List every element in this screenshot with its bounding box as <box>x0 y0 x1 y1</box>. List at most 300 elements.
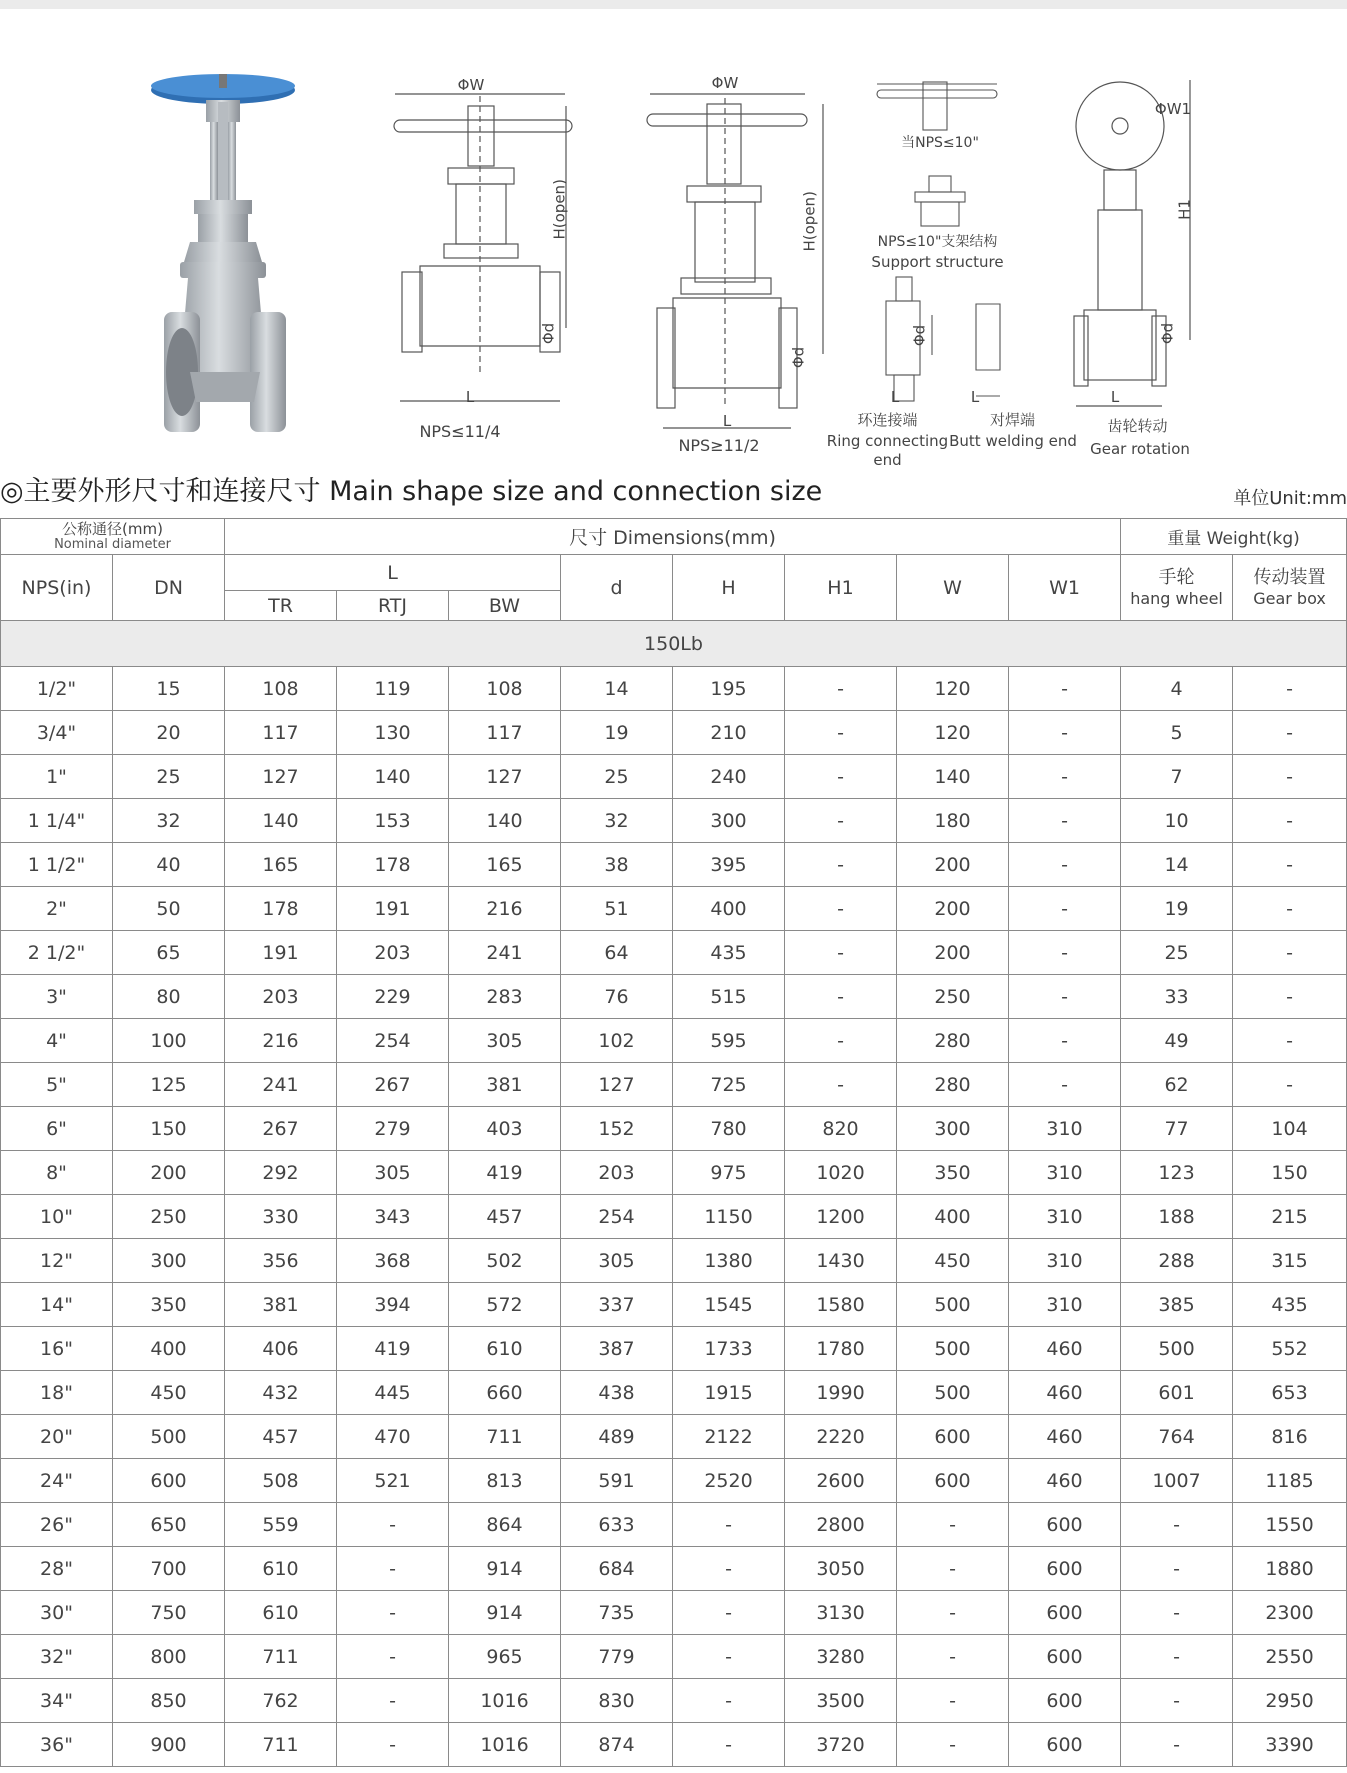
header-rtj: RTJ <box>337 591 449 621</box>
table-cell: 1430 <box>785 1239 897 1283</box>
table-cell: 2 1/2" <box>1 931 113 975</box>
table-cell: 419 <box>337 1327 449 1371</box>
header-nps: NPS(in) <box>1 555 113 621</box>
table-cell: 762 <box>225 1679 337 1723</box>
table-cell: 445 <box>337 1371 449 1415</box>
table-cell: 1380 <box>673 1239 785 1283</box>
table-cell: 267 <box>225 1107 337 1151</box>
table-cell: 2" <box>1 887 113 931</box>
caption-ring-en: Ring connecting end <box>826 432 949 469</box>
table-cell: 178 <box>225 887 337 931</box>
table-cell: - <box>1009 843 1121 887</box>
table-cell: 65 <box>113 931 225 975</box>
caption-butt-cn: 对焊端 <box>989 411 1035 429</box>
unit-label: 单位Unit:mm <box>1233 488 1347 509</box>
table-cell: 3500 <box>785 1679 897 1723</box>
table-cell: 559 <box>225 1503 337 1547</box>
table-cell: 432 <box>225 1371 337 1415</box>
label-l-ring: L <box>890 388 900 406</box>
table-cell: 711 <box>225 1723 337 1767</box>
table-cell: 215 <box>1233 1195 1347 1239</box>
table-cell: 34" <box>1 1679 113 1723</box>
table-cell: 3280 <box>785 1635 897 1679</box>
table-cell: 108 <box>225 667 337 711</box>
table-cell: 864 <box>449 1503 561 1547</box>
table-cell: 315 <box>1233 1239 1347 1283</box>
table-row <box>1 1635 1347 1679</box>
table-row <box>1 1503 1347 1547</box>
table-cell: 830 <box>561 1679 673 1723</box>
table-cell: 600 <box>1009 1503 1121 1547</box>
table-cell: - <box>1233 667 1347 711</box>
table-cell: 1016 <box>449 1723 561 1767</box>
label-d-1: Φd <box>539 322 558 345</box>
table-cell: 684 <box>561 1547 673 1591</box>
table-cell: 7 <box>1121 755 1233 799</box>
table-cell: 633 <box>561 1503 673 1547</box>
table-cell: 310 <box>1009 1283 1121 1327</box>
table-cell: 2520 <box>673 1459 785 1503</box>
table-cell: 216 <box>449 887 561 931</box>
label-h1: H1 <box>1175 199 1194 220</box>
drawing-support-structure <box>905 174 975 230</box>
table-cell: 254 <box>561 1195 673 1239</box>
table-cell: - <box>785 755 897 799</box>
table-cell: 117 <box>225 711 337 755</box>
header-l: L <box>225 555 561 591</box>
table-cell: - <box>673 1547 785 1591</box>
table-cell: 203 <box>561 1151 673 1195</box>
table-cell: 279 <box>337 1107 449 1151</box>
table-cell: - <box>1233 887 1347 931</box>
table-cell: 500 <box>1121 1327 1233 1371</box>
table-cell: 600 <box>113 1459 225 1503</box>
table-cell: 18" <box>1 1371 113 1415</box>
table-body <box>1 667 1347 1767</box>
table-cell: 120 <box>897 711 1009 755</box>
table-cell: 32" <box>1 1635 113 1679</box>
table-cell: - <box>1233 1019 1347 1063</box>
table-cell: - <box>337 1679 449 1723</box>
label-phi-w1: ΦW1 <box>1154 100 1192 118</box>
table-cell: 5" <box>1 1063 113 1107</box>
table-cell: 1150 <box>673 1195 785 1239</box>
table-cell: 180 <box>897 799 1009 843</box>
table-cell: - <box>1009 887 1121 931</box>
table-cell: 350 <box>113 1283 225 1327</box>
table-cell: 80 <box>113 975 225 1019</box>
table-cell: 1 1/4" <box>1 799 113 843</box>
table-row <box>1 1019 1347 1063</box>
table-cell: 150 <box>1233 1151 1347 1195</box>
table-cell: 700 <box>113 1547 225 1591</box>
table-cell: 283 <box>449 975 561 1019</box>
pressure-class-row: 150Lb <box>1 621 1347 667</box>
table-cell: 450 <box>897 1239 1009 1283</box>
table-cell: - <box>1121 1723 1233 1767</box>
label-h-open-2: H(open) <box>800 191 819 252</box>
table-cell: 515 <box>673 975 785 1019</box>
table-cell: 460 <box>1009 1415 1121 1459</box>
table-cell: 102 <box>561 1019 673 1063</box>
dimension-table <box>0 518 1347 1767</box>
table-cell: 108 <box>449 667 561 711</box>
table-cell: 1580 <box>785 1283 897 1327</box>
table-cell: 800 <box>113 1635 225 1679</box>
table-cell: 125 <box>113 1063 225 1107</box>
table-cell: 874 <box>561 1723 673 1767</box>
table-row <box>1 1195 1347 1239</box>
table-cell: 489 <box>561 1415 673 1459</box>
table-cell: 610 <box>449 1327 561 1371</box>
table-cell: 117 <box>449 711 561 755</box>
table-row <box>1 1239 1347 1283</box>
table-cell: 191 <box>225 931 337 975</box>
label-phi-w-1: ΦW <box>457 76 485 94</box>
table-cell: 1016 <box>449 1679 561 1723</box>
header-dn: DN <box>113 555 225 621</box>
table-cell: 470 <box>337 1415 449 1459</box>
table-cell: - <box>897 1635 1009 1679</box>
table-cell: 25 <box>561 755 673 799</box>
table-cell: - <box>785 931 897 975</box>
table-row <box>1 1591 1347 1635</box>
table-cell: 400 <box>113 1327 225 1371</box>
table-cell: 2300 <box>1233 1591 1347 1635</box>
table-cell: 24" <box>1 1459 113 1503</box>
table-cell: 250 <box>113 1195 225 1239</box>
table-cell: - <box>337 1635 449 1679</box>
table-cell: 400 <box>673 887 785 931</box>
drawing-small-bore <box>390 76 580 416</box>
table-cell: 395 <box>673 843 785 887</box>
table-cell: 32 <box>561 799 673 843</box>
label-d-gear: Φd <box>1158 322 1177 345</box>
table-cell: 19 <box>561 711 673 755</box>
table-cell: 419 <box>449 1151 561 1195</box>
table-cell: 816 <box>1233 1415 1347 1459</box>
table-cell: - <box>1233 755 1347 799</box>
label-h-open-1: H(open) <box>550 179 569 240</box>
table-cell: 240 <box>673 755 785 799</box>
caption-ring-cn: 环连接端 <box>857 411 918 429</box>
table-cell: 900 <box>113 1723 225 1767</box>
table-cell: 601 <box>1121 1371 1233 1415</box>
table-cell: 1/2" <box>1 667 113 711</box>
table-cell: 33 <box>1121 975 1233 1019</box>
drawing-butt-end <box>970 300 1010 400</box>
table-cell: 711 <box>225 1635 337 1679</box>
table-cell: 305 <box>337 1151 449 1195</box>
table-cell: - <box>1233 931 1347 975</box>
header-nominal-diameter <box>1 519 225 555</box>
table-cell: 300 <box>113 1239 225 1283</box>
table-cell: 28" <box>1 1547 113 1591</box>
table-cell: 1545 <box>673 1283 785 1327</box>
table-cell: 350 <box>897 1151 1009 1195</box>
table-cell: 241 <box>449 931 561 975</box>
header-weight: 重量 Weight(kg) <box>1121 519 1347 555</box>
header-hand-cn: 手轮 <box>1158 566 1195 588</box>
table-cell: 3" <box>1 975 113 1019</box>
table-cell: 15 <box>113 667 225 711</box>
table-cell: 2220 <box>785 1415 897 1459</box>
table-cell: - <box>785 975 897 1019</box>
table-cell: 502 <box>449 1239 561 1283</box>
table-cell: - <box>673 1723 785 1767</box>
table-cell: 779 <box>561 1635 673 1679</box>
table-cell: 280 <box>897 1063 1009 1107</box>
table-cell: 140 <box>897 755 1009 799</box>
table-cell: 460 <box>1009 1459 1121 1503</box>
table-cell: 5 <box>1121 711 1233 755</box>
table-cell: - <box>785 1063 897 1107</box>
table-cell: 25 <box>113 755 225 799</box>
header-w: W <box>897 555 1009 621</box>
table-cell: 600 <box>1009 1679 1121 1723</box>
table-cell: 165 <box>225 843 337 887</box>
table-cell: 438 <box>561 1371 673 1415</box>
table-cell: 1780 <box>785 1327 897 1371</box>
table-cell: - <box>897 1591 1009 1635</box>
table-cell: 165 <box>449 843 561 887</box>
table-cell: - <box>785 843 897 887</box>
table-cell: 30" <box>1 1591 113 1635</box>
table-cell: 188 <box>1121 1195 1233 1239</box>
table-cell: 300 <box>673 799 785 843</box>
table-cell: 500 <box>897 1327 1009 1371</box>
table-cell: 8" <box>1 1151 113 1195</box>
table-cell: 3050 <box>785 1547 897 1591</box>
table-cell: 1200 <box>785 1195 897 1239</box>
table-cell: - <box>1233 799 1347 843</box>
table-cell: 394 <box>337 1283 449 1327</box>
table-cell: 140 <box>225 799 337 843</box>
table-cell: 104 <box>1233 1107 1347 1151</box>
table-cell: 381 <box>449 1063 561 1107</box>
caption-gear-cn: 齿轮转动 <box>1107 417 1168 435</box>
table-cell: 965 <box>449 1635 561 1679</box>
table-cell: - <box>785 711 897 755</box>
table-cell: 660 <box>449 1371 561 1415</box>
label-l-gear: L <box>1110 388 1120 406</box>
top-bar <box>0 0 1347 9</box>
table-cell: 711 <box>449 1415 561 1459</box>
table-cell: 120 <box>897 667 1009 711</box>
table-cell: 600 <box>1009 1723 1121 1767</box>
table-cell: 300 <box>897 1107 1009 1151</box>
table-row <box>1 843 1347 887</box>
table-cell: 130 <box>337 711 449 755</box>
table-cell: 229 <box>337 975 449 1019</box>
table-cell: - <box>1121 1635 1233 1679</box>
table-cell: 406 <box>225 1327 337 1371</box>
label-d-ring: Φd <box>910 324 929 347</box>
table-cell: 610 <box>225 1547 337 1591</box>
table-cell: - <box>785 887 897 931</box>
table-cell: 127 <box>225 755 337 799</box>
label-d-2: Φd <box>789 346 808 369</box>
table-cell: 292 <box>225 1151 337 1195</box>
table-cell: 140 <box>449 799 561 843</box>
table-cell: 385 <box>1121 1283 1233 1327</box>
table-cell: 600 <box>1009 1591 1121 1635</box>
table-cell: 3390 <box>1233 1723 1347 1767</box>
table-cell: - <box>1009 755 1121 799</box>
table-cell: 40 <box>113 843 225 887</box>
table-row <box>1 1547 1347 1591</box>
table-cell: 49 <box>1121 1019 1233 1063</box>
table-cell: 600 <box>897 1459 1009 1503</box>
table-cell: 191 <box>337 887 449 931</box>
table-cell: 610 <box>225 1591 337 1635</box>
header-hand-en: hang wheel <box>1130 588 1223 608</box>
caption-support-cn: NPS≤10"支架结构 <box>877 234 998 250</box>
table-cell: 1" <box>1 755 113 799</box>
table-cell: 1550 <box>1233 1503 1347 1547</box>
table-cell: 3720 <box>785 1723 897 1767</box>
table-cell: 200 <box>897 843 1009 887</box>
table-cell: 51 <box>561 887 673 931</box>
header-bw: BW <box>449 591 561 621</box>
header-w1: W1 <box>1009 555 1121 621</box>
table-cell: 50 <box>113 887 225 931</box>
table-cell: 14 <box>1121 843 1233 887</box>
header-hand-wheel <box>1121 555 1233 621</box>
table-cell: 200 <box>897 931 1009 975</box>
table-cell: 508 <box>225 1459 337 1503</box>
table-cell: - <box>1009 711 1121 755</box>
table-row <box>1 1459 1347 1503</box>
gate-valve-photo <box>150 72 310 447</box>
table-cell: 460 <box>1009 1327 1121 1371</box>
label-l-1: L <box>465 388 475 406</box>
table-cell: 16" <box>1 1327 113 1371</box>
table-cell: - <box>1121 1591 1233 1635</box>
table-cell: 764 <box>1121 1415 1233 1459</box>
table-cell: - <box>1121 1547 1233 1591</box>
drawing-handwheel <box>875 78 1000 133</box>
table-cell: - <box>1009 667 1121 711</box>
table-cell: 77 <box>1121 1107 1233 1151</box>
table-cell: 152 <box>561 1107 673 1151</box>
table-cell: - <box>897 1547 1009 1591</box>
caption-handwheel: 当NPS≤10" <box>901 135 979 151</box>
caption-large-bore: NPS≥11/2 <box>678 436 760 455</box>
table-cell: 735 <box>561 1591 673 1635</box>
table-cell: - <box>673 1635 785 1679</box>
table-row <box>1 799 1347 843</box>
table-row <box>1 667 1347 711</box>
table-cell: 4" <box>1 1019 113 1063</box>
table-cell: 200 <box>113 1151 225 1195</box>
table-cell: 38 <box>561 843 673 887</box>
table-cell: 435 <box>673 931 785 975</box>
header-nominal-cn: 公称通径(mm) <box>62 520 163 538</box>
table-cell: 119 <box>337 667 449 711</box>
table-cell: 12" <box>1 1239 113 1283</box>
table-cell: 725 <box>673 1063 785 1107</box>
table-cell: 1007 <box>1121 1459 1233 1503</box>
table-cell: - <box>337 1503 449 1547</box>
table-cell: 210 <box>673 711 785 755</box>
table-cell: 310 <box>1009 1239 1121 1283</box>
table-cell: 600 <box>1009 1547 1121 1591</box>
table-cell: 975 <box>673 1151 785 1195</box>
table-cell: - <box>1233 1063 1347 1107</box>
table-cell: - <box>1009 931 1121 975</box>
table-row <box>1 1371 1347 1415</box>
header-dimensions: 尺寸 Dimensions(mm) <box>225 519 1121 555</box>
table-cell: 153 <box>337 799 449 843</box>
header-gear-en: Gear box <box>1253 588 1326 608</box>
label-phi-w-2: ΦW <box>711 74 739 92</box>
table-cell: 2550 <box>1233 1635 1347 1679</box>
table-cell: 203 <box>337 931 449 975</box>
table-cell: 310 <box>1009 1151 1121 1195</box>
table-cell: - <box>1121 1679 1233 1723</box>
table-cell: 26" <box>1 1503 113 1547</box>
table-cell: 750 <box>113 1591 225 1635</box>
table-cell: - <box>897 1723 1009 1767</box>
table-cell: 1733 <box>673 1327 785 1371</box>
table-row <box>1 1107 1347 1151</box>
header-h: H <box>673 555 785 621</box>
table-cell: 521 <box>337 1459 449 1503</box>
header-d: d <box>561 555 673 621</box>
table-cell: 595 <box>673 1019 785 1063</box>
table-cell: 813 <box>449 1459 561 1503</box>
table-cell: - <box>785 1019 897 1063</box>
table-cell: 600 <box>897 1415 1009 1459</box>
table-cell: - <box>785 667 897 711</box>
table-cell: 1 1/2" <box>1 843 113 887</box>
drawing-large-bore <box>645 78 845 433</box>
table-cell: - <box>337 1591 449 1635</box>
table-cell: 150 <box>113 1107 225 1151</box>
table-cell: 400 <box>897 1195 1009 1239</box>
table-cell: 403 <box>449 1107 561 1151</box>
table-row <box>1 887 1347 931</box>
table-cell: 32 <box>113 799 225 843</box>
table-cell: 820 <box>785 1107 897 1151</box>
label-l-2: L <box>722 412 732 430</box>
table-cell: 1185 <box>1233 1459 1347 1503</box>
table-cell: 368 <box>337 1239 449 1283</box>
table-cell: 250 <box>897 975 1009 1019</box>
caption-small-bore: NPS≤11/4 <box>419 422 501 441</box>
header-gear-cn: 传动装置 <box>1253 566 1326 588</box>
header-gear-box <box>1233 555 1347 621</box>
table-cell: - <box>1233 711 1347 755</box>
table-cell: - <box>1233 843 1347 887</box>
table-cell: 100 <box>113 1019 225 1063</box>
table-row <box>1 711 1347 755</box>
table-cell: 2600 <box>785 1459 897 1503</box>
table-cell: - <box>1121 1503 1233 1547</box>
label-l-butt: L <box>970 388 980 406</box>
table-cell: 310 <box>1009 1195 1121 1239</box>
caption-support-en: Support structure <box>871 253 1004 271</box>
table-row <box>1 1679 1347 1723</box>
table-cell: 254 <box>337 1019 449 1063</box>
table-cell: 195 <box>673 667 785 711</box>
table-cell: 1020 <box>785 1151 897 1195</box>
table-cell: 2800 <box>785 1503 897 1547</box>
section-title: ◎主要外形尺寸和连接尺寸 Main shape size and connection size <box>0 476 823 507</box>
table-cell: 914 <box>449 1591 561 1635</box>
table-row <box>1 931 1347 975</box>
